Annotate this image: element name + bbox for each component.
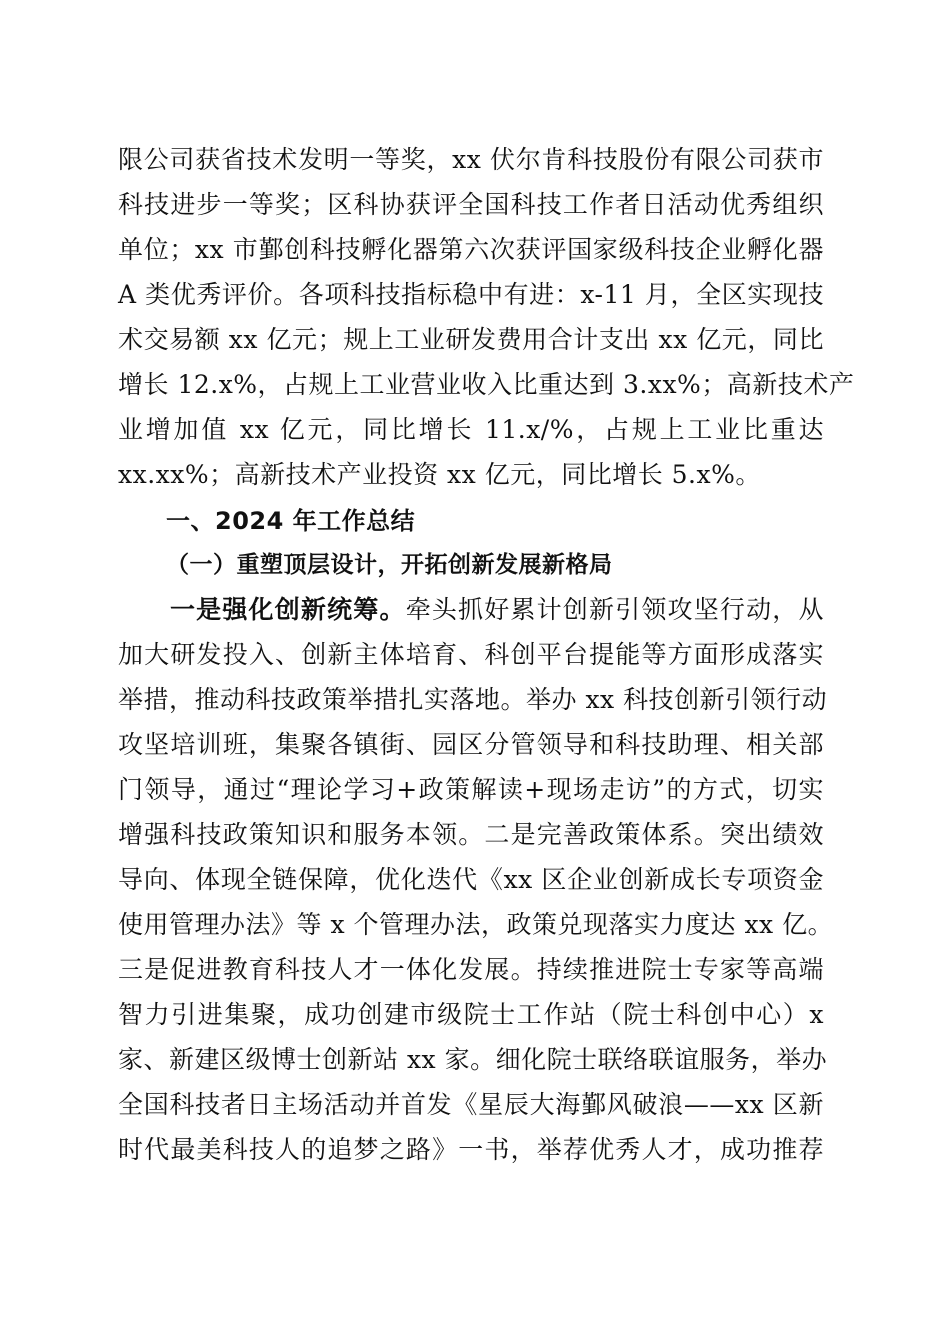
body-line-6: 增强科技政策知识和服务本领。二是完善政策体系。突出绩效 <box>118 820 824 849</box>
body-line-1-rest: 牵头抓好累计创新引领攻坚行动，从 <box>405 595 824 624</box>
subsection-heading: （一）重塑顶层设计，开拓创新发展新格局 <box>166 551 613 578</box>
body-line-10: 智力引进集聚，成功创建市级院士工作站（院士科创中心）x <box>118 1000 824 1029</box>
body-line-2: 加大研发投入、创新主体培育、科创平台提能等方面形成落实 <box>118 640 824 669</box>
body-line-11: 家、新建区级博士创新站 xx 家。细化院士联络联谊服务，举办 <box>118 1045 828 1074</box>
intro-line-2: 科技进步一等奖；区科协获评全国科技工作者日活动优秀组织 <box>118 190 824 219</box>
section-heading: 一、2024 年工作总结 <box>166 507 416 535</box>
body-line-7: 导向、体现全链保障，优化迭代《xx 区企业创新成长专项资金 <box>118 865 824 894</box>
intro-line-7: 业增加值 xx 亿元，同比增长 11.x/%，占规上工业比重达 <box>118 415 824 444</box>
body-line-12: 全国科技者日主场活动并首发《星辰大海鄞风破浪——xx 区新 <box>118 1090 824 1119</box>
body-line-1 <box>170 588 824 632</box>
body-line-9: 三是促进教育科技人才一体化发展。持续推进院士专家等高端 <box>118 955 824 984</box>
body-lead-phrase: 一是强化创新统筹。 <box>170 595 406 624</box>
intro-line-3: 单位；xx 市鄞创科技孵化器第六次获评国家级科技企业孵化器 <box>118 235 824 264</box>
body-line-3: 举措，推动科技政策举措扎实落地。举办 xx 科技创新引领行动 <box>118 685 828 714</box>
body-line-13: 时代最美科技人的追梦之路》一书，举荐优秀人才，成功推荐 <box>118 1135 824 1164</box>
body-line-5: 门领导，通过“理论学习+政策解读+现场走访”的方式，切实 <box>118 775 824 804</box>
body-line-4: 攻坚培训班，集聚各镇街、园区分管领导和科技助理、相关部 <box>118 730 824 759</box>
intro-line-5: 术交易额 xx 亿元；规上工业研发费用合计支出 xx 亿元，同比 <box>118 325 824 354</box>
intro-line-8: xx.xx%；高新技术产业投资 xx 亿元，同比增长 5.x%。 <box>118 460 761 489</box>
intro-line-6: 增长 12.x%，占规上工业营业收入比重达到 3.xx%；高新技术产 <box>118 370 855 399</box>
intro-line-1: 限公司获省技术发明一等奖，xx 伏尔肯科技股份有限公司获市 <box>118 145 824 174</box>
intro-line-4: A 类优秀评价。各项科技指标稳中有进：x-11 月，全区实现技 <box>118 280 824 309</box>
body-line-8: 使用管理办法》等 x 个管理办法，政策兑现落实力度达 xx 亿。 <box>118 910 834 939</box>
